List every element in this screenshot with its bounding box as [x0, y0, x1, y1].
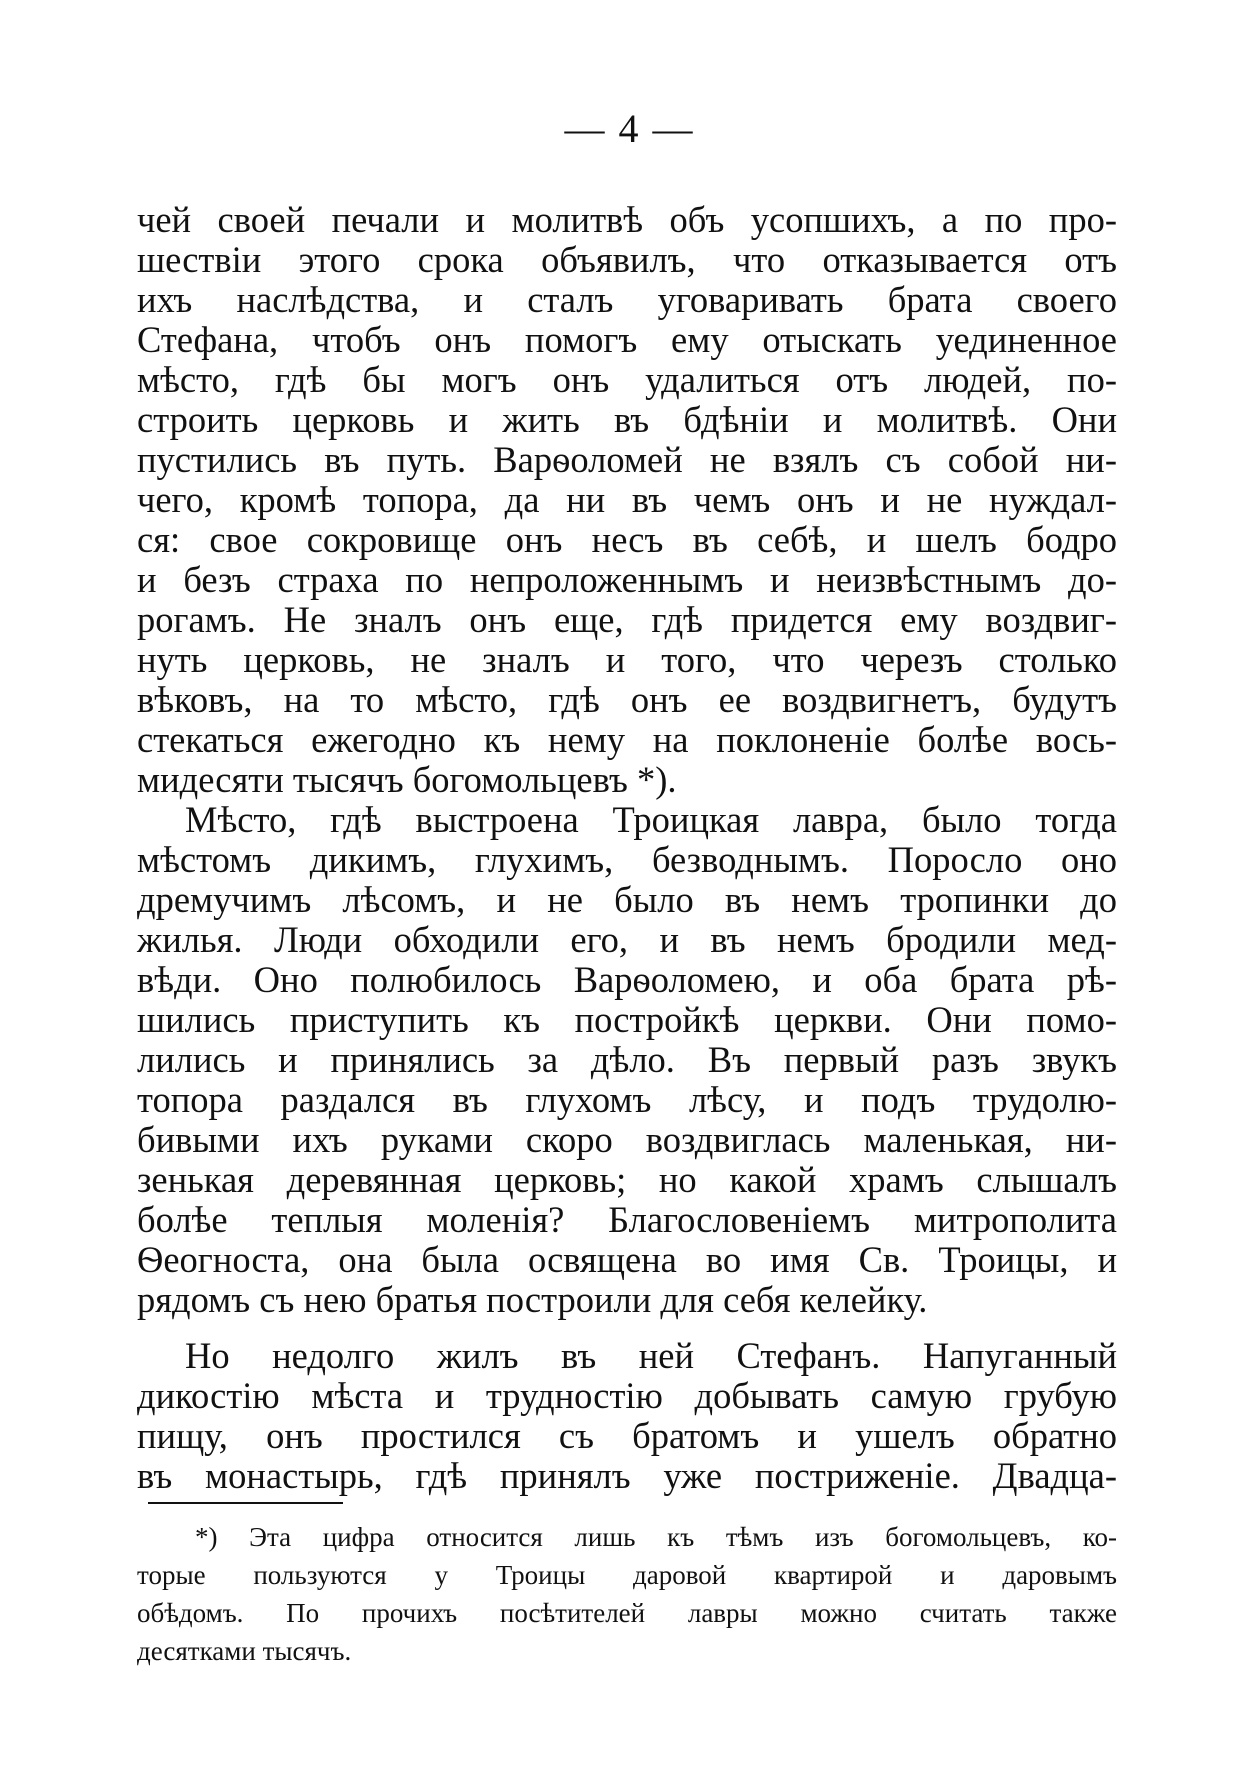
- text-line: шествіи этого срока объявилъ, что отказывается отъ: [137, 239, 1117, 280]
- text-line: зенькая деревянная церковь; но какой храмъ слышалъ: [137, 1159, 1117, 1200]
- text-line: вѣди. Оно полюбилось Варѳоломею, и оба брата рѣ-: [137, 959, 1117, 1000]
- text-line: лились и принялись за дѣло. Въ первый разъ звукъ: [137, 1039, 1117, 1080]
- text-line: жилья. Люди обходили его, и въ немъ бродили мед-: [137, 919, 1117, 960]
- footnote-line: *) Эта цифра относится лишь къ тѣмъ изъ богомольцевъ, ко-: [195, 1522, 1117, 1552]
- text-line: болѣе теплыя моленія? Благословеніемъ митрополита: [137, 1199, 1117, 1240]
- body-text: [137, 200, 1117, 1496]
- text-line: и безъ страха по непроложеннымъ и неизвѣстнымъ до-: [137, 559, 1117, 600]
- text-line: рядомъ съ нею братья построили для себя келейку.: [137, 1279, 928, 1320]
- text-line: стекаться ежегодно къ нему на поклоненіе болѣе вось-: [137, 719, 1117, 760]
- text-line: вѣковъ, на то мѣсто, гдѣ онъ ее воздвигнетъ, будутъ: [137, 679, 1117, 720]
- text-line: шились приступить къ постройкѣ церкви. Они помо-: [137, 999, 1117, 1040]
- footnote-line: десятками тысячъ.: [137, 1636, 352, 1666]
- text-line: бивыми ихъ руками скоро воздвиглась маленькая, ни-: [137, 1119, 1117, 1160]
- text-line: Ѳеогноста, она была освящена во имя Св. Троицы, и: [137, 1239, 1117, 1280]
- text-line: мѣсто, гдѣ бы могъ онъ удалиться отъ людей, по-: [137, 359, 1117, 400]
- footnote: [137, 1518, 1117, 1670]
- text-line: мидесяти тысячъ богомольцевъ *).: [137, 759, 677, 800]
- text-line: дремучимъ лѣсомъ, и не было въ немъ тропинки до: [137, 879, 1117, 920]
- text-line: Стефана, чтобъ онъ помогъ ему отыскать уединенное: [137, 319, 1117, 360]
- text-line: строить церковь и жить въ бдѣніи и молитвѣ. Они: [137, 399, 1117, 440]
- paragraph-start-line: Мѣсто, гдѣ выстроена Троицкая лавра, было тогда: [185, 799, 1117, 840]
- paragraph-gap: [137, 1320, 1117, 1336]
- footnote-divider: [148, 1502, 343, 1504]
- footnote-line: обѣдомъ. По прочихъ посѣтителей лавры можно считать также: [137, 1598, 1117, 1628]
- footnote-line: торые пользуются у Троицы даровой квартирой и даровымъ: [137, 1560, 1117, 1590]
- text-line: пустились въ путь. Варѳоломей не взялъ съ собой ни-: [137, 439, 1117, 480]
- page-number: — 4 —: [564, 106, 695, 151]
- text-line: рогамъ. Не зналъ онъ еще, гдѣ придется ему воздвиг-: [137, 599, 1117, 640]
- text-line: пищу, онъ простился съ братомъ и ушелъ обратно: [137, 1415, 1117, 1456]
- text-line: мѣстомъ дикимъ, глухимъ, безводнымъ. Поросло оно: [137, 839, 1117, 880]
- text-line: чей своей печали и молитвѣ объ усопшихъ, а по про-: [137, 199, 1117, 240]
- text-line: топора раздался въ глухомъ лѣсу, и подъ трудолю-: [137, 1079, 1117, 1120]
- text-line: въ монастырь, гдѣ принялъ уже постриженіе. Двадца-: [137, 1455, 1117, 1496]
- text-line: нуть церковь, не зналъ и того, что черезъ столько: [137, 639, 1117, 680]
- paragraph-start-line: Но недолго жилъ въ ней Стефанъ. Напуганный: [185, 1335, 1117, 1376]
- text-line: ихъ наслѣдства, и сталъ уговаривать брата своего: [137, 279, 1117, 320]
- text-line: чего, кромѣ топора, да ни въ чемъ онъ и не нуждал-: [137, 479, 1117, 520]
- text-line: ся: свое сокровище онъ несъ въ себѣ, и шелъ бодро: [137, 519, 1117, 560]
- text-line: дикостію мѣста и трудностію добывать самую грубую: [137, 1375, 1117, 1416]
